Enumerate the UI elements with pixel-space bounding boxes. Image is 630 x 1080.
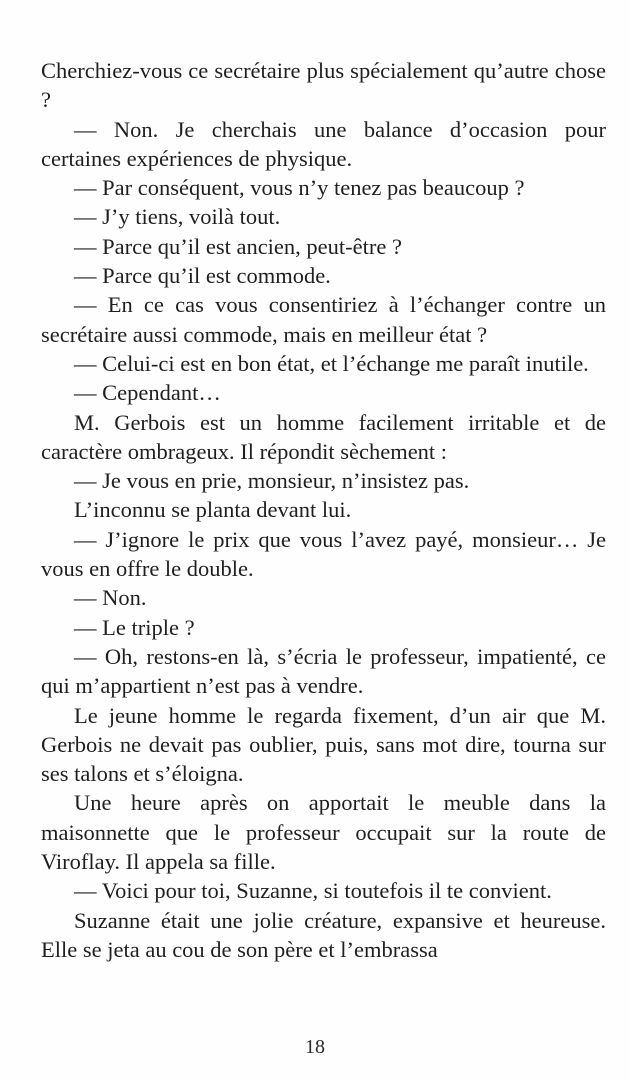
paragraph: Une heure après on apportait le meuble dans la maisonnette que le professeur occupait sur la route de Viroflay. Il appela sa fille. xyxy=(41,790,606,875)
paragraph: — J’ignore le prix que vous l’avez payé, monsieur… Je vous en offre le double. xyxy=(41,526,606,582)
paragraph: Le jeune homme le regarda fixement, d’un air que M. Gerbois ne devait pas oublier, puis, sans mot dire, tourna sur ses talons et s’éloigna. xyxy=(41,702,606,787)
page-number: 18 xyxy=(305,1036,325,1058)
paragraph: — Oh, restons-en là, s’écria le professeur, impatienté, ce qui m’appartient n’est pas à vendre. xyxy=(41,643,606,699)
paragraph: — Le triple ? xyxy=(74,614,195,640)
paragraph: Cherchiez-vous ce secrétaire plus spécialement qu’autre chose ? xyxy=(41,58,606,113)
paragraph: — Par conséquent, vous n’y tenez pas beaucoup ? xyxy=(74,175,525,201)
paragraph: — Non. xyxy=(74,585,147,611)
paragraph: — Parce qu’il est commode. xyxy=(74,263,331,289)
paragraph: — Je vous en prie, monsieur, n’insistez pas. xyxy=(74,468,470,494)
paragraph: — Non. Je cherchais une balance d’occasion pour certaines expériences de physique. xyxy=(41,116,606,171)
paragraph: — Celui-ci est en bon état, et l’échange me paraît inutile. xyxy=(74,350,589,376)
paragraph: — Cependant… xyxy=(74,380,221,406)
paragraph: — Parce qu’il est ancien, peut-être ? xyxy=(74,233,402,259)
paragraph: L’inconnu se planta devant lui. xyxy=(74,497,352,523)
paragraph: Suzanne était une jolie créature, expansive et heureuse. Elle se jeta au cou de son père et l’embrassa xyxy=(41,907,606,962)
paragraph: M. Gerbois est un homme facilement irritable et de caractère ombrageux. Il répondit sèchement : xyxy=(41,409,606,464)
paragraph: — J’y tiens, voilà tout. xyxy=(74,204,281,230)
paragraph: — Voici pour toi, Suzanne, si toutefois il te convient. xyxy=(74,878,552,904)
paragraph: — En ce cas vous consentiriez à l’échanger contre un secrétaire aussi commode, mais en meilleur état ? xyxy=(41,292,606,347)
body-text xyxy=(41,56,606,964)
